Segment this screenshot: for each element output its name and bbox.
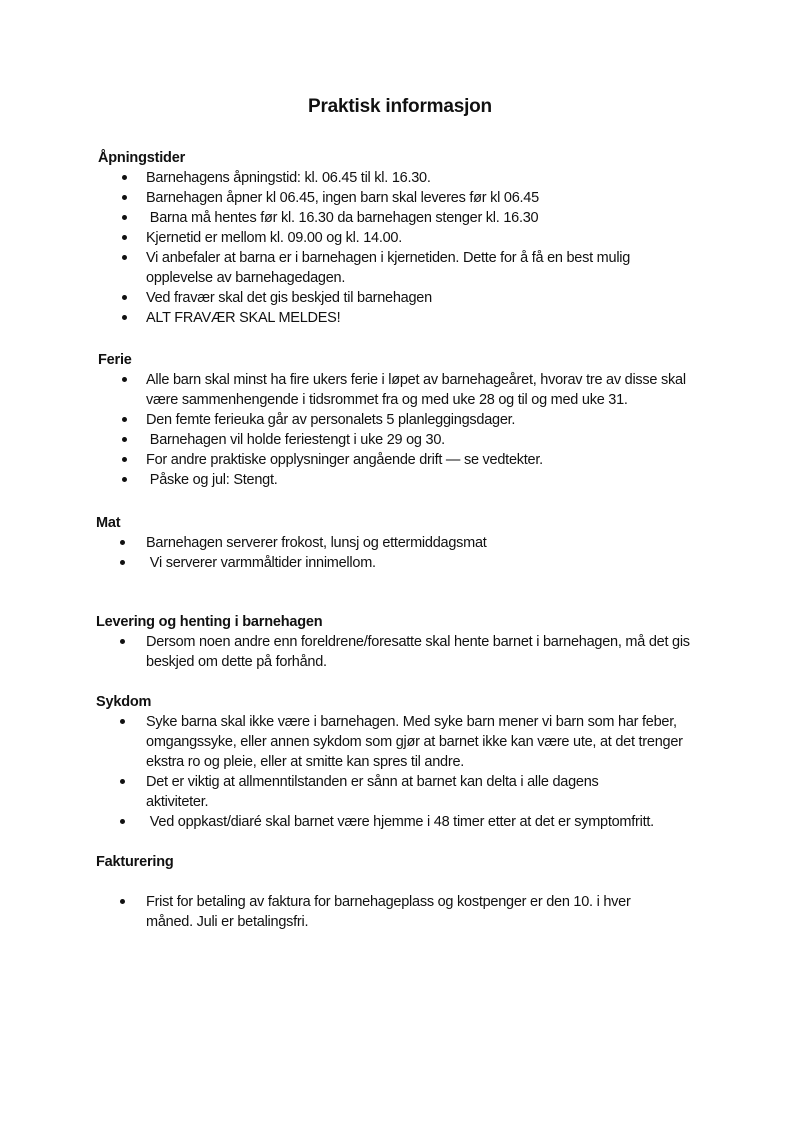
list-item: Vi serverer varmmåltider innimellom. (96, 553, 736, 573)
list-item: ALT FRAVÆR SKAL MELDES! (98, 308, 738, 328)
list-item: Ved fravær skal det gis beskjed til barnehagen (98, 288, 738, 308)
section-heading: Sykdom (96, 694, 152, 710)
spacer (96, 872, 736, 892)
bullet-list (96, 712, 736, 832)
list-item: Dersom noen andre enn foreldrene/foresatte skal hente barnet i barnehagen, må det gis beskjed om dette på forhånd. (96, 632, 716, 672)
section-fakturering (96, 852, 736, 932)
list-item: Barnehagens åpningstid: kl. 06.45 til kl. 16.30. (98, 168, 738, 188)
section-sykdom (96, 692, 736, 832)
section-heading: Fakturering (96, 854, 174, 870)
bullet-list (96, 632, 736, 672)
list-item: Alle barn skal minst ha fire ukers ferie i løpet av barnehageåret, hvorav tre av disse skal være sammenhengende i tidsrommet fra og med uke 28 og til og med uke 31. (98, 370, 696, 410)
bullet-list (98, 168, 738, 328)
section-heading: Åpningstider (98, 150, 186, 166)
list-item: Den femte ferieuka går av personalets 5 planleggingsdager. (98, 410, 738, 430)
bullet-list (96, 892, 736, 932)
list-item: Vi anbefaler at barna er i barnehagen i kjernetiden. Dette for å få en best mulig opplevelse av barnehagedagen. (98, 248, 666, 288)
page-title: Praktisk informasjon (308, 96, 492, 117)
list-item: Barnehagen vil holde feriestengt i uke 29 og 30. (98, 430, 738, 450)
list-item: Det er viktig at allmenntilstanden er sånn at barnet kan delta i alle dagens aktiviteter. (96, 772, 636, 812)
list-item: Syke barna skal ikke være i barnehagen. Med syke barn mener vi barn som har feber, omgangssyke, eller annen sykdom som gjør at barnet ikke kan være ute, at det trenger ekstra ro og pleie, eller at smitte kan spres til andre. (96, 712, 721, 772)
bullet-list (98, 370, 738, 490)
list-item: Kjernetid er mellom kl. 09.00 og kl. 14.00. (98, 228, 738, 248)
section-levering-henting (96, 612, 736, 672)
section-heading: Mat (96, 515, 121, 531)
section-ferie (98, 350, 738, 490)
list-item: Frist for betaling av faktura for barnehageplass og kostpenger er den 10. i hver måned. Juli er betalingsfri. (96, 892, 666, 932)
section-mat (96, 513, 736, 573)
list-item: Barnehagen åpner kl 06.45, ingen barn skal leveres før kl 06.45 (98, 188, 738, 208)
list-item: Barna må hentes før kl. 16.30 da barnehagen stenger kl. 16.30 (98, 208, 738, 228)
list-item: For andre praktiske opplysninger angående drift — se vedtekter. (98, 450, 738, 470)
list-item: Påske og jul: Stengt. (98, 470, 738, 490)
list-item: Ved oppkast/diaré skal barnet være hjemme i 48 timer etter at det er symptomfritt. (96, 812, 756, 832)
bullet-list (96, 533, 736, 573)
section-apningstider (98, 148, 738, 328)
section-heading: Levering og henting i barnehagen (96, 614, 323, 630)
list-item: Barnehagen serverer frokost, lunsj og ettermiddagsmat (96, 533, 736, 553)
section-heading: Ferie (98, 352, 132, 368)
